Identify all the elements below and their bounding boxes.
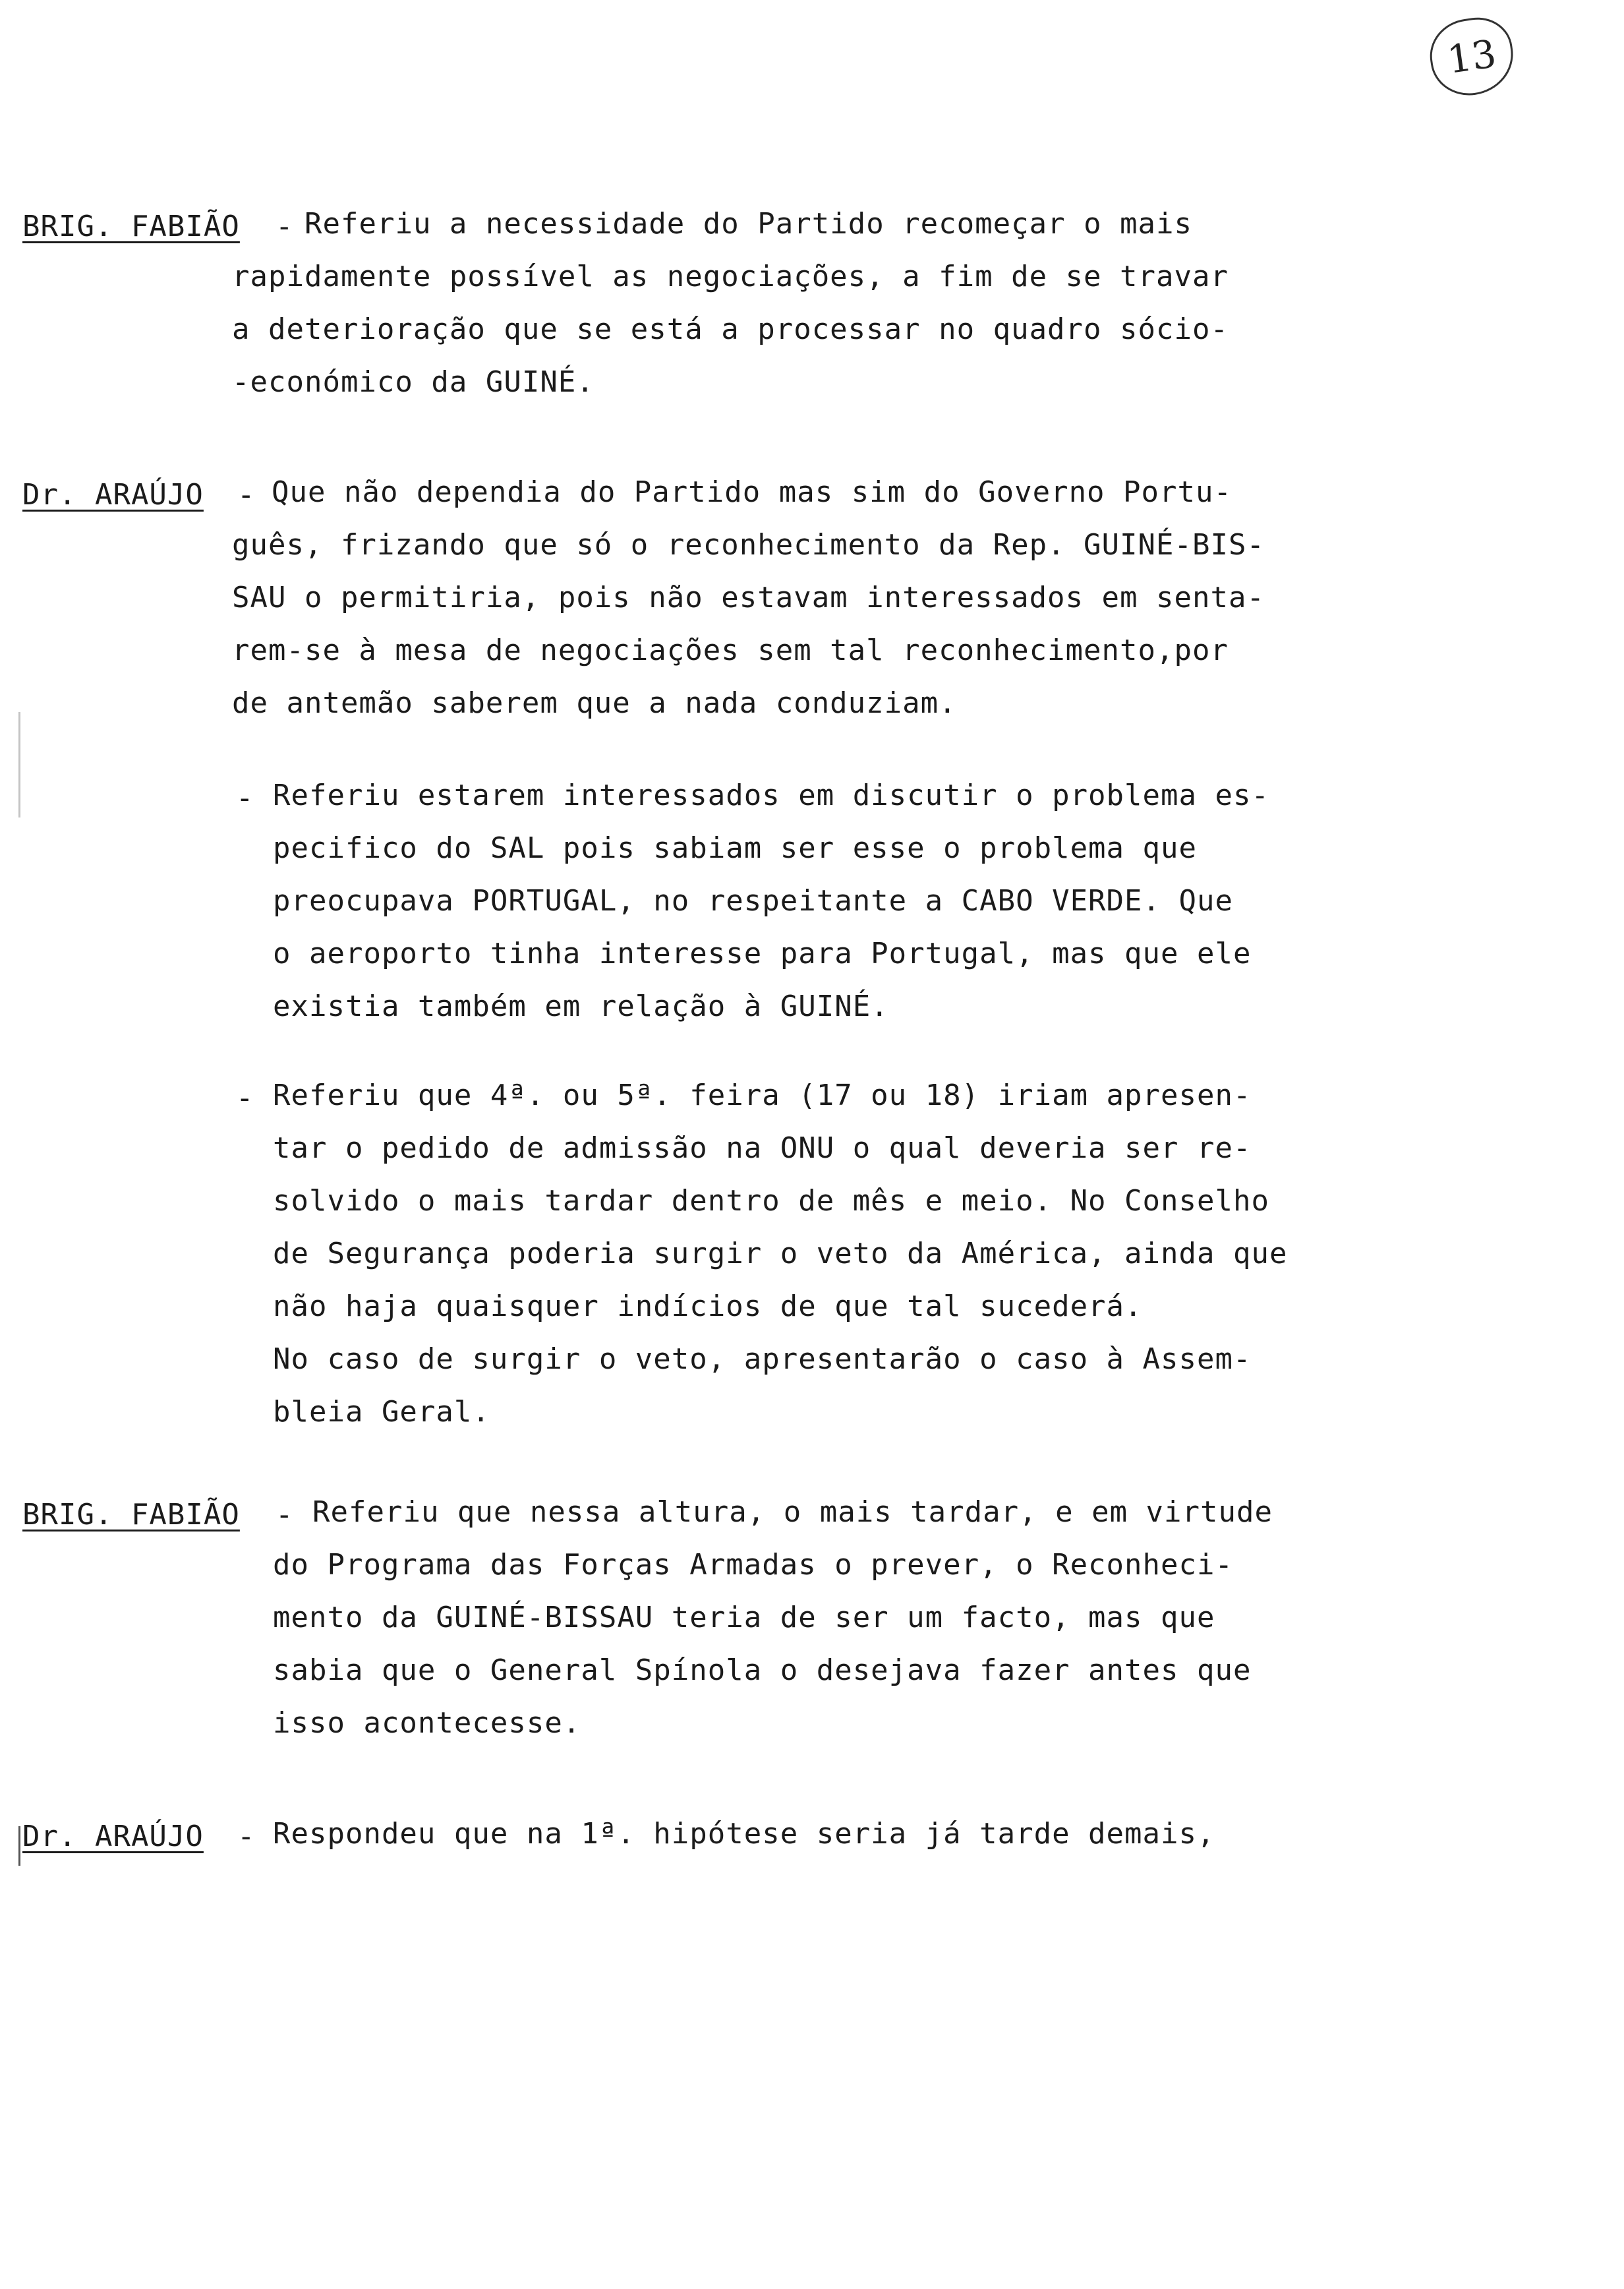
speech-block xyxy=(312,1486,1273,1539)
speech-line: Que não dependia do Partido mas sim do Governo Portu- xyxy=(272,475,1232,509)
speech-line: sabia que o General Spínola o desejava fazer antes que xyxy=(273,1653,1252,1687)
bullet-line: Referiu que 4ª. ou 5ª. feira (17 ou 18) iriam apresen- xyxy=(273,1079,1252,1112)
bullet-line: tar o pedido de admissão na ONU o qual deveria ser re- xyxy=(273,1131,1252,1165)
speech-block-continued xyxy=(232,251,1229,409)
speech-line: a deterioração que se está a processar no quadro sócio- xyxy=(232,312,1229,346)
bullet-line: de Segurança poderia surgir o veto da América, ainda que xyxy=(273,1237,1288,1270)
bullet-line: bleia Geral. xyxy=(273,1395,490,1429)
speech-line: rapidamente possível as negociações, a fim de se travar xyxy=(232,260,1229,293)
bullet-dash: - xyxy=(236,1081,254,1115)
bullet-line: pecifico do SAL pois sabiam ser esse o problema que xyxy=(273,831,1198,865)
speech-line: do Programa das Forças Armadas o prever, o Reconheci- xyxy=(273,1548,1233,1582)
speech-block xyxy=(304,198,1192,251)
speaker-dash: - xyxy=(276,1498,293,1531)
bullet-line: o aeroporto tinha interesse para Portugal, mas que ele xyxy=(273,937,1252,970)
speech-line: isso acontecesse. xyxy=(273,1706,581,1740)
speaker-label: Dr. ARAÚJO xyxy=(22,478,204,512)
bullet-line: não haja quaisquer indícios de que tal sucederá. xyxy=(273,1290,1143,1323)
speech-block-continued xyxy=(232,519,1265,730)
bullet-line: preocupava PORTUGAL, no respeitante a CABO VERDE. Que xyxy=(273,884,1233,918)
speech-line: -económico da GUINÉ. xyxy=(232,365,594,399)
margin-mark-left-bottom xyxy=(18,1826,20,1866)
page-number-stamp: 13 xyxy=(1426,13,1519,100)
speech-block-continued xyxy=(273,1539,1251,1750)
bullet-line: existia também em relação à GUINÉ. xyxy=(273,990,889,1023)
speaker-dash: - xyxy=(237,1820,255,1853)
speech-line: Respondeu que na 1ª. hipótese seria já tarde demais, xyxy=(273,1817,1215,1851)
speaker-label: BRIG. FABIÃO xyxy=(22,210,240,243)
bullet-line: solvido o mais tardar dentro de mês e meio. No Conselho xyxy=(273,1184,1269,1218)
bullet-block xyxy=(273,769,1269,1033)
speech-line: de antemão saberem que a nada conduziam. xyxy=(232,686,957,720)
speech-block xyxy=(272,466,1232,519)
speaker-label: BRIG. FABIÃO xyxy=(22,1498,240,1531)
speaker-dash: - xyxy=(276,210,293,243)
bullet-line: No caso de surgir o veto, apresentarão o caso à Assem- xyxy=(273,1342,1252,1376)
speech-line: Referiu que nessa altura, o mais tardar, e em virtude xyxy=(312,1495,1273,1529)
speaker-label: Dr. ARAÚJO xyxy=(22,1820,204,1853)
bullet-dash: - xyxy=(236,781,254,815)
speech-line: guês, frizando que só o reconhecimento da Rep. GUINÉ-BIS- xyxy=(232,528,1265,562)
speech-line: Referiu a necessidade do Partido recomeçar o mais xyxy=(304,207,1193,241)
speech-block xyxy=(273,1808,1215,1860)
bullet-block xyxy=(273,1069,1287,1439)
speech-line: mento da GUINÉ-BISSAU teria de ser um facto, mas que xyxy=(273,1601,1215,1634)
speech-line: rem-se à mesa de negociações sem tal reconhecimento,por xyxy=(232,634,1229,667)
speaker-dash: - xyxy=(237,478,255,512)
margin-mark-left xyxy=(18,712,20,818)
speech-line: SAU o permitiria, pois não estavam interessados em senta- xyxy=(232,581,1265,614)
bullet-line: Referiu estarem interessados em discutir o problema es- xyxy=(273,779,1269,812)
